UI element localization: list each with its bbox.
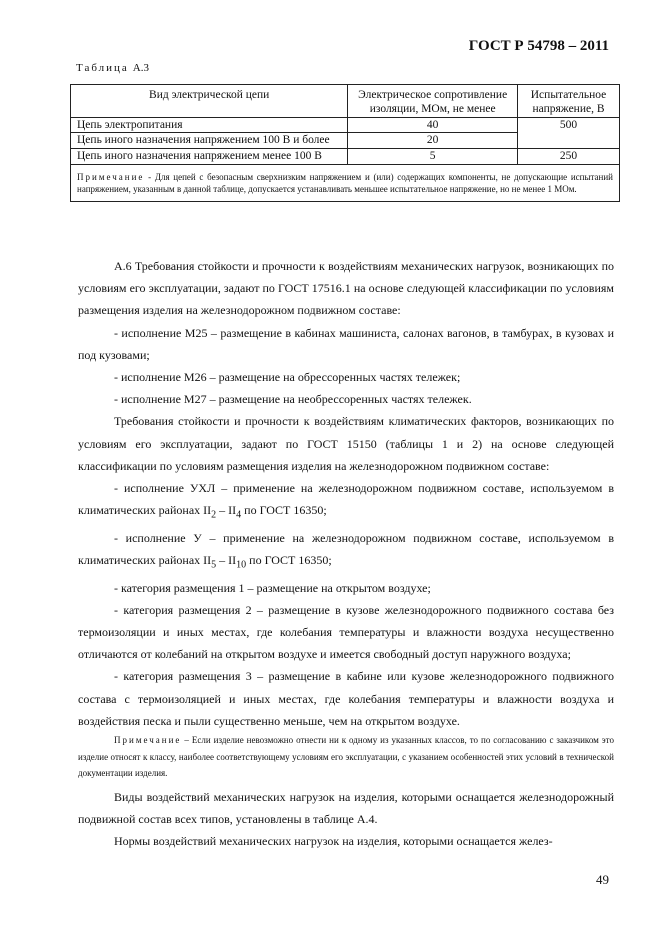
list-item <box>78 477 614 527</box>
document-header: ГОСТ Р 54798 – 2011 <box>468 38 609 54</box>
table-caption <box>76 62 149 74</box>
cell-resistance: 40 <box>348 118 518 133</box>
subscript: 10 <box>236 559 247 571</box>
table-caption-label: Таблица <box>76 62 129 74</box>
note-label: Примечание <box>114 735 182 746</box>
list-item <box>78 527 614 577</box>
table-note <box>71 165 620 202</box>
cell-circuit: Цепь иного назначения напряжением 100 В и более <box>71 133 348 149</box>
list-item-text: по ГОСТ 16350; <box>241 503 327 518</box>
list-item: - исполнение М25 – размещение в кабинах машиниста, салонах вагонов, в тамбурах, в кузовах и под кузовами; <box>78 325 614 362</box>
paragraph: Виды воздействий механических нагрузок на изделия, которыми оснащается железнодорожный подвижной состав всех типов, установлены в таблице А.4. <box>78 789 614 827</box>
table-row <box>71 149 620 165</box>
list-item-text: – II <box>216 503 237 518</box>
insulation-table <box>70 84 620 202</box>
table-note-label: Примечание <box>77 172 145 182</box>
cell-resistance: 20 <box>348 133 518 149</box>
body-text <box>78 255 614 852</box>
subscript: 5 <box>211 559 217 571</box>
cell-circuit: Цепь иного назначения напряжением менее 100 В <box>71 149 348 165</box>
cell-circuit: Цепь электропитания <box>71 118 348 133</box>
note-text: – Если изделие невозможно отнести ни к одному из указанных классов, то по согласованию с заказчиком это изделие относят к классу, наиболее соответствующему условиям его эксплуатации, с указанием особенностей этих условий в технической документации изделия. <box>78 735 614 779</box>
paragraph: Нормы воздействий механических нагрузок на изделия, которыми оснащается желез- <box>114 834 553 849</box>
list-item: - категория размещения 3 – размещение в кабине или кузове железнодорожного подвижного состава с термоизоляцией и иных местах, где колебания температуры и влажности воздуха и воздействия песка и пыли существенно меньше, чем на открытом воздухе. <box>78 669 614 728</box>
cell-resistance: 5 <box>348 149 518 165</box>
table-header-row <box>71 85 620 118</box>
paragraph: Требования стойкости и прочности к воздействиям климатических факторов, возникающих по условиям его эксплуатации, задают по ГОСТ 15150 (таблицы 1 и 2) на основе следующей классификации по условиям размещения изделия на железнодорожном подвижном составе: <box>78 414 614 473</box>
page-number: 49 <box>596 872 609 887</box>
col-header-resistance: Электрическое сопротивление изоляции, МОм, не менее <box>348 85 518 118</box>
cell-voltage: 250 <box>518 149 620 165</box>
list-item-text: – II <box>216 553 237 568</box>
cell-voltage: 500 <box>518 118 620 149</box>
list-item: - исполнение М27 – размещение на необрессоренных частях тележек. <box>114 392 472 407</box>
table-note-text: - Для цепей с безопасным сверхнизким напряжением и (или) содержащих компоненты, не допускающие испытаний напряжением, указанным в данной таблице, допускается устанавливать меньшее испытательное напряжение, но не менее 1 МОм. <box>77 172 613 194</box>
table-note-row <box>71 165 620 202</box>
note <box>78 732 614 782</box>
list-item-text: - исполнение УХЛ – применение на железнодорожном подвижном составе, используемом в климатических районах II <box>78 481 614 518</box>
list-item: - категория размещения 2 – размещение в кузове железнодорожного подвижного состава без термоизоляции и иных местах, где колебания температуры и влажности воздуха несущественно отличаются от колебаний на открытом воздухе и имеется свободный доступ наружного воздуха; <box>78 602 614 662</box>
subscript: 2 <box>211 509 217 521</box>
list-item: - категория размещения 1 – размещение на открытом воздухе; <box>114 580 431 595</box>
paragraph: А.6 Требования стойкости и прочности к воздействиям механических нагрузок, возникающих по условиям его эксплуатации, задают по ГОСТ 17516.1 на основе следующей классификации по условиям размещения изделия на железнодорожном подвижном составе: <box>78 259 614 318</box>
list-item-text: - исполнение У – применение на железнодорожном подвижном составе, используемом в климатических районах II <box>78 530 614 568</box>
list-item: - исполнение М26 – размещение на обрессоренных частях тележек; <box>114 370 461 385</box>
list-item-text: по ГОСТ 16350; <box>246 553 332 568</box>
col-header-voltage: Испытательное напряжение, В <box>518 85 620 118</box>
table-caption-number: А.3 <box>132 62 149 74</box>
subscript: 4 <box>236 509 242 521</box>
table-row <box>71 118 620 133</box>
col-header-circuit: Вид электрической цепи <box>71 85 348 118</box>
